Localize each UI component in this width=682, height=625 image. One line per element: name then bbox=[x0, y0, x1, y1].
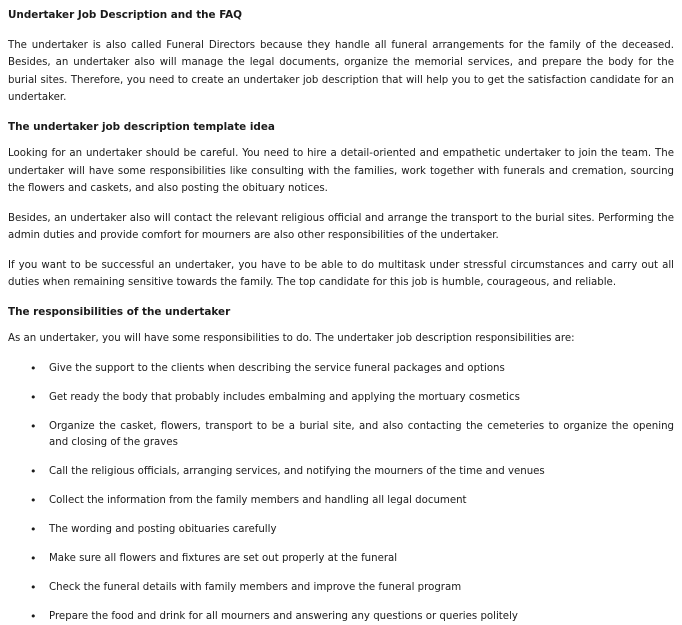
list-item-text: Organize the casket, flowers, transport to be a burial site, and also contacting the cemeteries to organize the opening and closing of the graves bbox=[49, 420, 674, 448]
list-item bbox=[8, 361, 674, 377]
list-item bbox=[8, 419, 674, 451]
list-item bbox=[8, 580, 674, 596]
list-item bbox=[8, 493, 674, 509]
responsibilities-intro: As an undertaker, you will have some responsibilities to do. The undertaker job description responsibilities are: bbox=[8, 333, 575, 344]
bullet-icon: • bbox=[30, 493, 37, 507]
list-item-text: Make sure all flowers and fixtures are set out properly at the funeral bbox=[49, 552, 398, 564]
bullet-icon: • bbox=[30, 390, 37, 404]
list-item-text: The wording and posting obituaries carefully bbox=[49, 523, 277, 535]
bullet-icon: • bbox=[30, 522, 37, 536]
intro-paragraph: The undertaker is also called Funeral Directors because they handle all funeral arrangements for the family of the deceased. Besides, an undertaker also will manage the legal documents, organize the memorial services, and prepare the body for the burial sites. Therefore, you need to create an undertaker job description that will help you to get the satisfaction candidate for an undertaker. bbox=[8, 39, 674, 103]
list-item-text: Check the funeral details with family members and improve the funeral program bbox=[49, 581, 462, 593]
list-item-text: Collect the information from the family members and handling all legal document bbox=[49, 494, 467, 506]
bullet-icon: • bbox=[30, 551, 37, 565]
responsibilities-list bbox=[8, 361, 674, 625]
bullet-icon: • bbox=[30, 419, 37, 433]
section1-paragraph: Besides, an undertaker also will contact the relevant religious official and arrange the transport to the burial sites. Performing the admin duties and provide comfort for mourners are also other responsibilities of the undertaker. bbox=[8, 212, 674, 241]
list-item-text: Get ready the body that probably includes embalming and applying the mortuary cosmetics bbox=[49, 391, 520, 403]
bullet-icon: • bbox=[30, 361, 37, 375]
section1-paragraph: Looking for an undertaker should be careful. You need to hire a detail-oriented and empathetic undertaker to join the team. The undertaker will have some responsibilities like consulting with the families, work together with funerals and cremation, sourcing the flowers and caskets, and also posting the obituary notices. bbox=[8, 148, 674, 194]
section-heading-responsibilities: The responsibilities of the undertaker bbox=[8, 305, 231, 318]
list-item bbox=[8, 464, 674, 480]
bullet-icon: • bbox=[30, 580, 37, 594]
section1-paragraph: If you want to be successful an undertaker, you have to be able to do multitask under stressful circumstances and carry out all duties when remaining sensitive towards the family. The top candidate for this job is humble, courageous, and reliable. bbox=[8, 259, 674, 288]
list-item-text: Call the religious officials, arranging services, and notifying the mourners of the time and venues bbox=[49, 465, 545, 477]
list-item bbox=[8, 522, 674, 538]
section-heading-template-idea: The undertaker job description template idea bbox=[8, 120, 275, 133]
list-item-text: Give the support to the clients when describing the service funeral packages and options bbox=[49, 362, 505, 374]
list-item bbox=[8, 390, 674, 406]
bullet-icon: • bbox=[30, 609, 37, 623]
list-item-text: Prepare the food and drink for all mourners and answering any questions or queries politely bbox=[49, 610, 518, 622]
list-item bbox=[8, 551, 674, 567]
document-title: Undertaker Job Description and the FAQ bbox=[8, 9, 242, 21]
bullet-icon: • bbox=[30, 464, 37, 478]
